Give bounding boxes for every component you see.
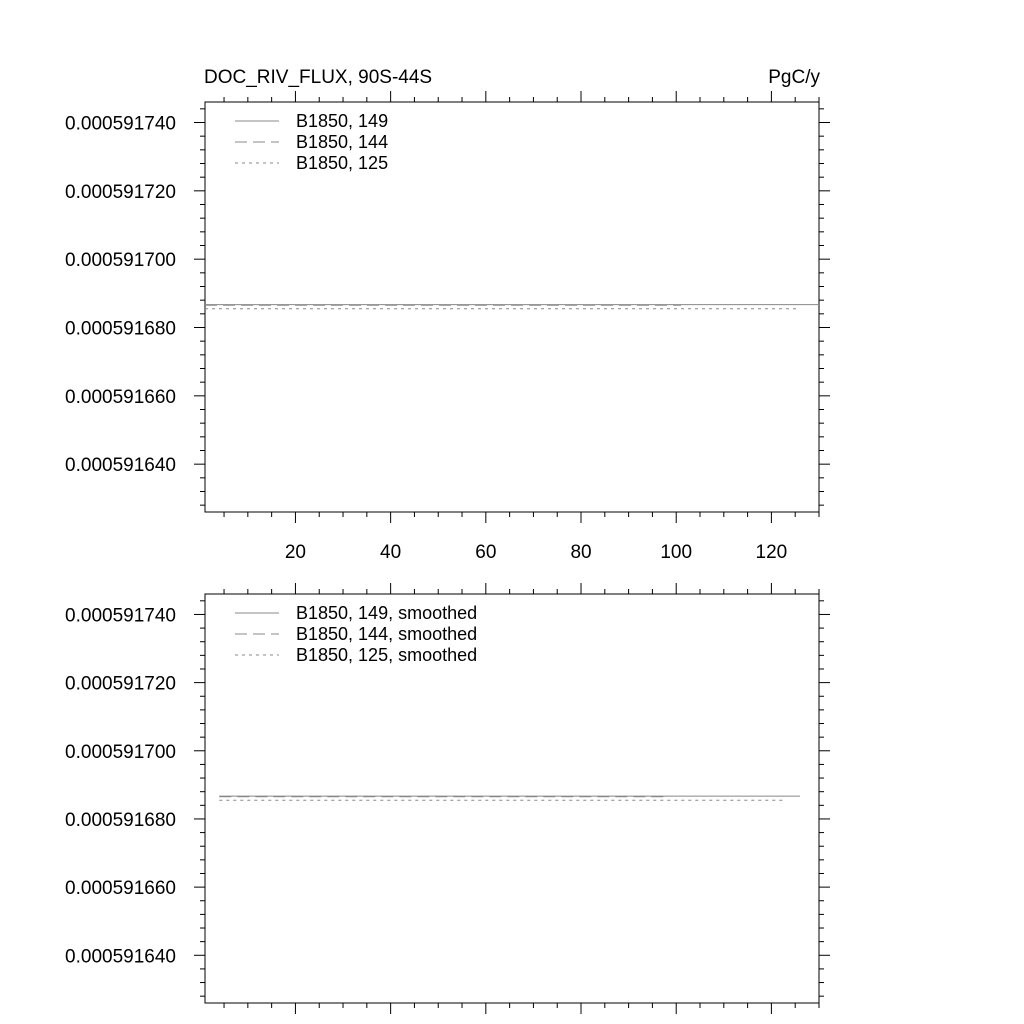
y-tick-label: 0.000591700 (65, 250, 176, 272)
legend-label: B1850, 125 (296, 153, 389, 173)
panel-2 (65, 583, 830, 1014)
y-tick-label: 0.000591720 (65, 181, 176, 203)
chart-title: DOC_RIV_FLUX, 90S-44S (204, 67, 433, 88)
legend-label: B1850, 149, smoothed (296, 603, 478, 623)
y-tick-label: 0.000591680 (65, 318, 176, 340)
y-tick-label: 0.000591640 (65, 455, 176, 477)
x-tick-label: 120 (755, 542, 788, 563)
y-tick-label: 0.000591680 (65, 809, 176, 831)
y-tick-label: 0.000591720 (65, 673, 176, 695)
y-tick-label: 0.000591660 (65, 878, 176, 900)
legend-label: B1850, 125, smoothed (296, 645, 478, 665)
y-tick-label: 0.000591700 (65, 741, 176, 763)
panel-1 (65, 91, 830, 563)
y-tick-label: 0.000591660 (65, 386, 176, 408)
x-tick-label: 40 (380, 542, 402, 563)
legend-label: B1850, 144, smoothed (296, 624, 478, 644)
legend-label: B1850, 149 (296, 111, 389, 131)
x-tick-label: 80 (570, 542, 592, 563)
y-tick-label: 0.000591640 (65, 946, 176, 968)
x-tick-label: 20 (284, 542, 307, 563)
y-tick-label: 0.000591740 (65, 605, 176, 627)
x-tick-label: 60 (475, 542, 497, 563)
legend-label: B1850, 144 (296, 132, 389, 152)
x-tick-label: 100 (660, 542, 693, 563)
y-tick-label: 0.000591740 (65, 113, 176, 135)
units-label: PgC/y (768, 67, 820, 88)
